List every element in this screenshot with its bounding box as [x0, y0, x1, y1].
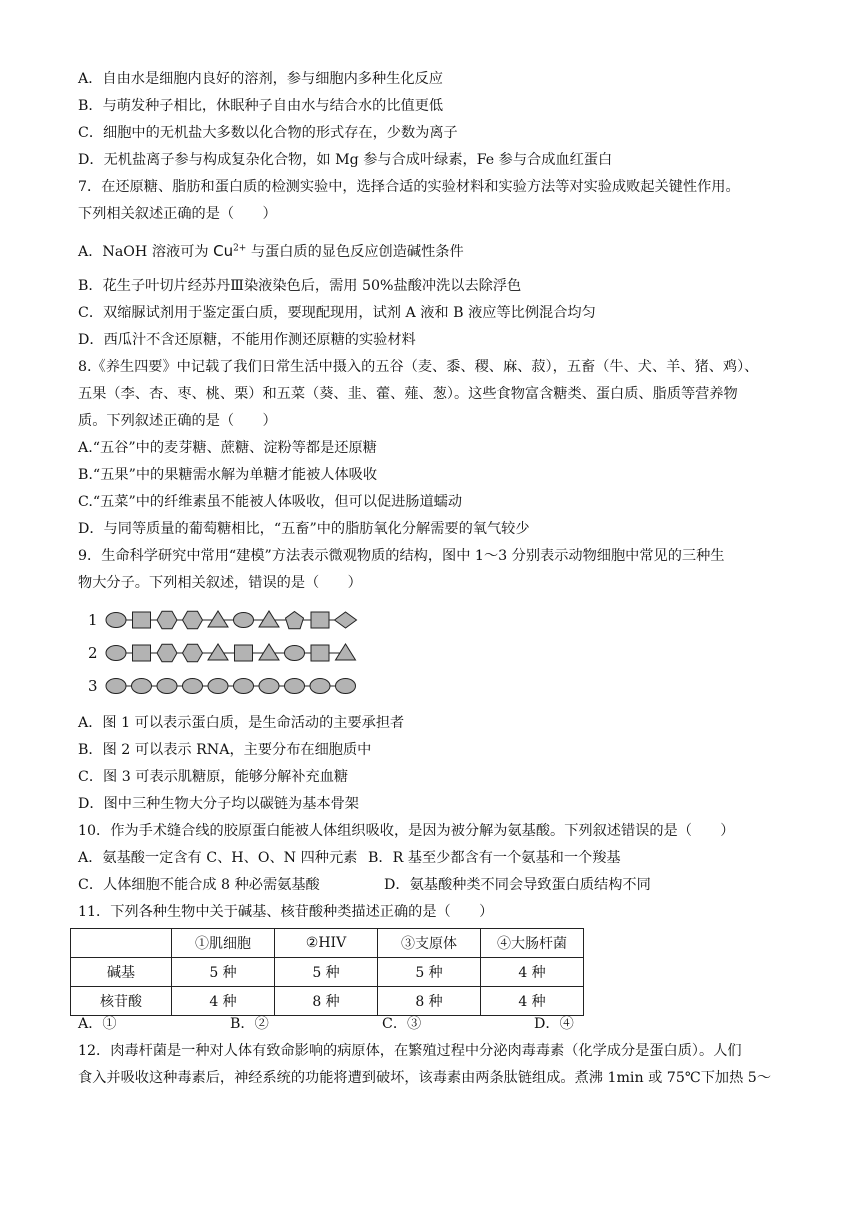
table-header-cell: ④大肠杆菌 — [481, 929, 584, 958]
q10-options-row2 — [78, 875, 778, 895]
q9-option-d: D．图中三种生物大分子均以碳链为基本骨架 — [78, 796, 359, 812]
ellipse-monomer — [132, 679, 152, 694]
chain-label: 3 — [88, 677, 98, 695]
triangle-monomer — [336, 644, 356, 660]
table-cell: 4 种 — [481, 987, 584, 1016]
hexagon-monomer — [157, 644, 177, 661]
table-row — [71, 958, 584, 987]
pentagon-monomer — [286, 612, 304, 629]
ellipse-monomer — [285, 646, 305, 661]
q8-option-b: B.“五果”中的果糖需水解为单糖才能被人体吸收 — [78, 467, 378, 483]
q6-option-a: A．自由水是细胞内良好的溶剂，参与细胞内多种生化反应 — [78, 71, 443, 87]
q10-option-b: B．R 基至少都含有一个氨基和一个羧基 — [368, 850, 621, 866]
q7-stem-line1: 7．在还原糖、脂肪和蛋白质的检测实验中，选择合适的实验材料和实验方法等对实验成败起关键性作用。 — [78, 179, 740, 195]
q9-option-a: A．图 1 可以表示蛋白质，是生命活动的主要承担者 — [78, 715, 405, 731]
q6-option-c: C．细胞中的无机盐大多数以化合物的形式存在，少数为离子 — [78, 125, 458, 141]
table-cell: 核苷酸 — [71, 987, 172, 1016]
q7-option-c: C．双缩脲试剂用于鉴定蛋白质，要现配现用，试剂 A 液和 B 液应等比例混合均匀 — [78, 305, 596, 321]
ellipse-monomer — [208, 679, 228, 694]
ellipse-monomer — [183, 679, 203, 694]
copper-ion-charge: 2+ — [233, 243, 247, 254]
q8-stem-line2: 五果（李、杏、枣、桃、栗）和五菜（葵、韭、藿、薤、葱）。这些食物富含糖类、蛋白质、脂质等营养物 — [78, 386, 738, 402]
square-monomer — [133, 645, 151, 661]
q8-option-d: D．与同等质量的葡萄糖相比，“五畜”中的脂肪氧化分解需要的氧气较少 — [78, 521, 530, 537]
table-cell: 8 种 — [378, 987, 481, 1016]
chain-label: 2 — [88, 644, 98, 662]
q10-option-d: D．氨基酸种类不同会导致蛋白质结构不同 — [384, 877, 651, 893]
ellipse-monomer — [234, 679, 254, 694]
q11-stem: 11．下列各种生物中关于碱基、核苷酸种类描述正确的是（ ） — [78, 904, 494, 920]
q6-option-d: D．无机盐离子参与构成复杂化合物，如 Mg 参与合成叶绿素，Fe 参与合成血红蛋白 — [78, 152, 613, 168]
q7-option-d: D．西瓜汁不含还原糖，不能用作测还原糖的实验材料 — [78, 332, 416, 348]
q7-option-a-suffix: 与蛋白质的显色反应创造碱性条件 — [246, 244, 464, 260]
q9-stem-line2: 物大分子。下列相关叙述，错误的是（ ） — [78, 575, 362, 591]
table-header-cell: ①肌细胞 — [172, 929, 275, 958]
q7-option-a — [78, 241, 464, 262]
triangle-monomer — [259, 611, 279, 627]
q11-option-a: A．① — [78, 1016, 117, 1032]
square-monomer — [133, 612, 151, 628]
hexagon-monomer — [183, 611, 203, 628]
q9-option-c: C．图 3 可表示肌糖原，能够分解补充血糖 — [78, 769, 349, 785]
table-header-cell: ③支原体 — [378, 929, 481, 958]
q8-stem-line1: 8.《养生四要》中记载了我们日常生活中摄入的五谷（麦、黍、稷、麻、菽），五畜（牛、犬、羊、猪、鸡）、 — [78, 359, 759, 375]
triangle-monomer — [208, 611, 228, 627]
triangle-monomer — [208, 644, 228, 660]
q7-stem-line2: 下列相关叙述正确的是（ ） — [78, 206, 277, 222]
q11-option-d: D．④ — [534, 1016, 574, 1032]
ellipse-monomer — [259, 679, 279, 694]
q11-option-c: C．③ — [382, 1016, 422, 1032]
macromolecule-chain-diagram — [84, 607, 374, 699]
hexagon-monomer — [157, 611, 177, 628]
ellipse-monomer — [157, 679, 177, 694]
q10-stem: 10．作为手术缝合线的胶原蛋白能被人体组织吸收，是因为被分解为氨基酸。下列叙述错误的是（ ） — [78, 823, 735, 839]
ellipse-monomer — [336, 679, 356, 694]
diamond-monomer — [335, 612, 357, 628]
table-cell: 8 种 — [275, 987, 378, 1016]
table-header-cell: ②HIV — [275, 929, 378, 958]
table-header-row — [71, 929, 584, 958]
q12-stem-line2: 食入并吸收这种毒素后，神经系统的功能将遭到破坏，该毒素由两条肽链组成。煮沸 1min 或 75℃下加热 5～ — [78, 1070, 772, 1086]
square-monomer — [311, 645, 329, 661]
q9-option-b: B．图 2 可以表示 RNA，主要分布在细胞质中 — [78, 742, 372, 758]
square-monomer — [311, 612, 329, 628]
q8-option-c: C.“五菜”中的纤维素虽不能被人体吸收，但可以促进肠道蠕动 — [78, 494, 463, 510]
q7-option-a-prefix: A．NaOH 溶液可为 — [78, 244, 214, 260]
ellipse-monomer — [234, 613, 254, 628]
ellipse-monomer — [310, 679, 330, 694]
bases-nucleotides-table — [70, 928, 584, 1016]
copper-ion-symbol: Cu — [213, 242, 234, 260]
table-cell: 5 种 — [172, 958, 275, 987]
ellipse-monomer — [106, 646, 126, 661]
square-monomer — [235, 645, 253, 661]
table-row — [71, 987, 584, 1016]
q8-option-a: A.“五谷”中的麦芽糖、蔗糖、淀粉等都是还原糖 — [78, 440, 377, 456]
q9-stem-line1: 9．生命科学研究中常用“建模”方法表示微观物质的结构，图中 1～3 分别表示动物细胞中常见的三种生 — [78, 548, 725, 564]
q12-stem-line1: 12．肉毒杆菌是一种对人体有致命影响的病原体，在繁殖过程中分泌肉毒毒素（化学成分是蛋白质）。人们 — [78, 1043, 742, 1059]
table-header-cell — [71, 929, 172, 958]
ellipse-monomer — [106, 679, 126, 694]
q10-option-a: A．氨基酸一定含有 C、H、O、N 四种元素 — [78, 850, 358, 866]
q6-option-b: B．与萌发种子相比，休眠种子自由水与结合水的比值更低 — [78, 98, 444, 114]
triangle-monomer — [259, 644, 279, 660]
table-cell: 5 种 — [378, 958, 481, 987]
chain-label: 1 — [88, 611, 98, 629]
hexagon-monomer — [183, 644, 203, 661]
q10-options-row1 — [78, 848, 778, 868]
q10-option-c: C．人体细胞不能合成 8 种必需氨基酸 — [78, 877, 320, 893]
table-cell: 5 种 — [275, 958, 378, 987]
table-cell: 碱基 — [71, 958, 172, 987]
q7-option-b: B．花生子叶切片经苏丹Ⅲ染液染色后，需用 50%盐酸冲洗以去除浮色 — [78, 278, 522, 294]
ellipse-monomer — [106, 613, 126, 628]
q8-stem-line3: 质。下列叙述正确的是（ ） — [78, 413, 277, 429]
q11-option-b: B．② — [230, 1016, 269, 1032]
table-cell: 4 种 — [172, 987, 275, 1016]
ellipse-monomer — [285, 679, 305, 694]
table-cell: 4 种 — [481, 958, 584, 987]
